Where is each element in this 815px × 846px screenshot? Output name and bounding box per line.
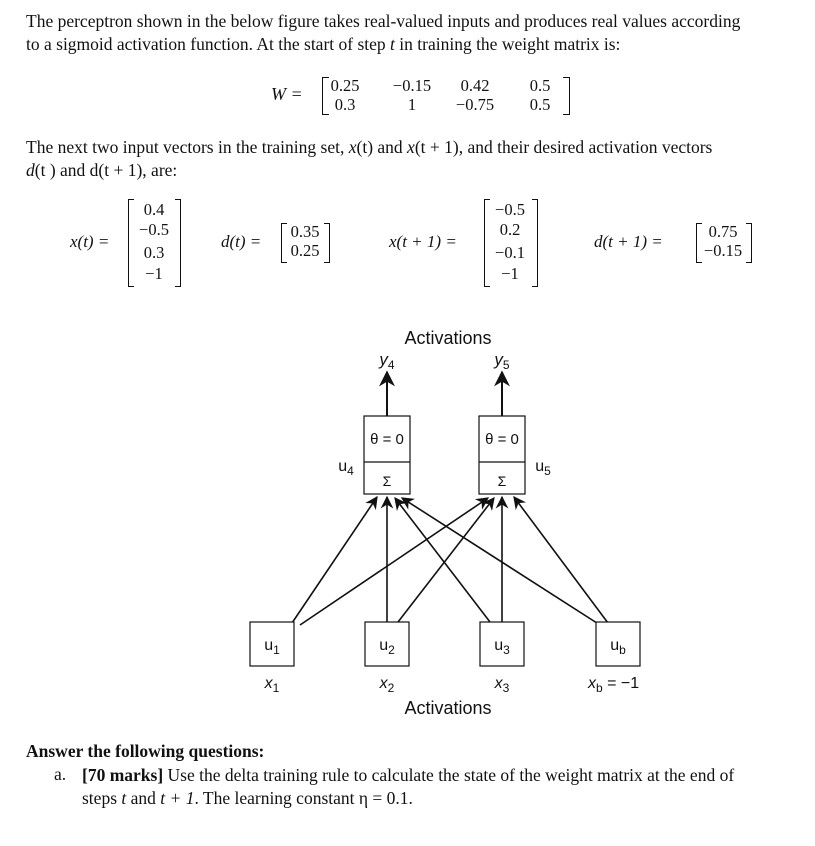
vector-entry: 0.4 bbox=[143, 200, 165, 219]
input-node-ub bbox=[596, 622, 640, 666]
question-a bbox=[82, 764, 802, 810]
inputs-paragraph bbox=[26, 136, 801, 182]
edge-u1-u4 bbox=[292, 497, 377, 623]
vector-entry: −1 bbox=[501, 264, 519, 283]
input-node-u3 bbox=[480, 622, 524, 666]
input-x3-label: $x_3$ bbox=[494, 675, 510, 695]
input-node-label: $u_3$ bbox=[494, 637, 510, 657]
weight-matrix-label: W = bbox=[271, 84, 303, 104]
vector-entry: 0.35 bbox=[290, 222, 320, 241]
weight-cell: 0.3 bbox=[334, 95, 356, 114]
edge-u2-u5 bbox=[398, 498, 494, 622]
vector-entry: 0.25 bbox=[290, 241, 320, 260]
edge-u3-u4 bbox=[395, 498, 490, 622]
weight-cell: 0.5 bbox=[529, 95, 551, 114]
top-activations-label: Activations bbox=[404, 328, 492, 348]
sum-symbol-u5: Σ bbox=[497, 473, 507, 489]
sum-symbol-u4: Σ bbox=[382, 473, 392, 489]
input-node-label: $u_2$ bbox=[379, 637, 395, 657]
input-node-u2 bbox=[365, 622, 409, 666]
question-a-line-1: [70 marks] Use the delta training rule to calculate the state of the weight matrix at the end of bbox=[82, 765, 735, 785]
vector-d-t-label: d(t) = bbox=[221, 232, 262, 251]
question-a-marks: [70 marks] bbox=[82, 765, 164, 785]
vector-x-t1-label: x(t + 1) = bbox=[389, 232, 457, 251]
vector-entry: −0.5 bbox=[139, 220, 169, 239]
intro-line-1: The perceptron shown in the below figure takes real-valued inputs and produces real values according bbox=[26, 11, 741, 31]
weight-cell: −0.15 bbox=[392, 76, 432, 95]
input-node-u1 bbox=[250, 622, 294, 666]
intro-paragraph bbox=[26, 10, 801, 56]
threshold-label-u5: θ = 0 bbox=[485, 431, 519, 448]
unit-label-u4: $u_4$ bbox=[338, 458, 354, 478]
vector-entry: 0.75 bbox=[708, 222, 738, 241]
input-node-label: $u_1$ bbox=[264, 637, 280, 657]
perceptron-diagram bbox=[0, 320, 815, 760]
edge-ub-u5 bbox=[514, 497, 608, 623]
vector-entry: 0.3 bbox=[143, 243, 165, 262]
weight-cell: −0.75 bbox=[455, 95, 495, 114]
threshold-label-u4: θ = 0 bbox=[370, 431, 404, 448]
matrix-right-bracket bbox=[563, 77, 570, 115]
vector-x-t1-right-bracket bbox=[532, 199, 538, 287]
inputs-line-1: The next two input vectors in the training set, x(t) and x(t + 1), and their desired activation vectors bbox=[26, 137, 713, 157]
weight-cell: 0.25 bbox=[330, 76, 360, 95]
output-node-u4 bbox=[364, 416, 410, 494]
bottom-activations-label: Activations bbox=[404, 698, 492, 718]
question-a-marker: a. bbox=[54, 764, 67, 784]
weight-cell: 0.42 bbox=[460, 76, 490, 95]
weight-cell: 0.5 bbox=[529, 76, 551, 95]
question-a-line-2: steps t and t + 1. The learning constant η = 0.1. bbox=[82, 788, 413, 808]
vector-d-t1-label: d(t + 1) = bbox=[594, 232, 663, 251]
vector-x-t-label: x(t) = bbox=[70, 232, 110, 251]
edge-ub-u4 bbox=[402, 498, 600, 625]
output-y4-label: $y_4$ bbox=[379, 350, 395, 372]
output-node-u5 bbox=[479, 416, 525, 494]
vector-entry: −0.15 bbox=[703, 241, 743, 260]
output-y5-label: $y_5$ bbox=[494, 350, 510, 372]
edge-u1-u5 bbox=[300, 498, 488, 625]
input-x2-label: $x_2$ bbox=[379, 675, 395, 695]
input-node-label: $u_b$ bbox=[610, 637, 626, 657]
weight-connections bbox=[292, 497, 608, 625]
vector-entry: −0.1 bbox=[495, 243, 525, 262]
input-xb-label: $x_b = -1$ bbox=[588, 675, 640, 695]
input-x1-label: $x_1$ bbox=[264, 675, 280, 695]
inputs-line-2: d(t ) and d(t + 1), are: bbox=[26, 160, 178, 180]
questions-heading: Answer the following questions: bbox=[26, 741, 265, 761]
vector-entry: −0.5 bbox=[495, 200, 525, 219]
weight-cell: 1 bbox=[407, 95, 417, 114]
unit-label-u5: $u_5$ bbox=[535, 458, 551, 478]
intro-line-2: to a sigmoid activation function. At the start of step t in training the weight matrix is: bbox=[26, 34, 621, 54]
vector-entry: −1 bbox=[145, 264, 163, 283]
vector-entry: 0.2 bbox=[499, 220, 521, 239]
